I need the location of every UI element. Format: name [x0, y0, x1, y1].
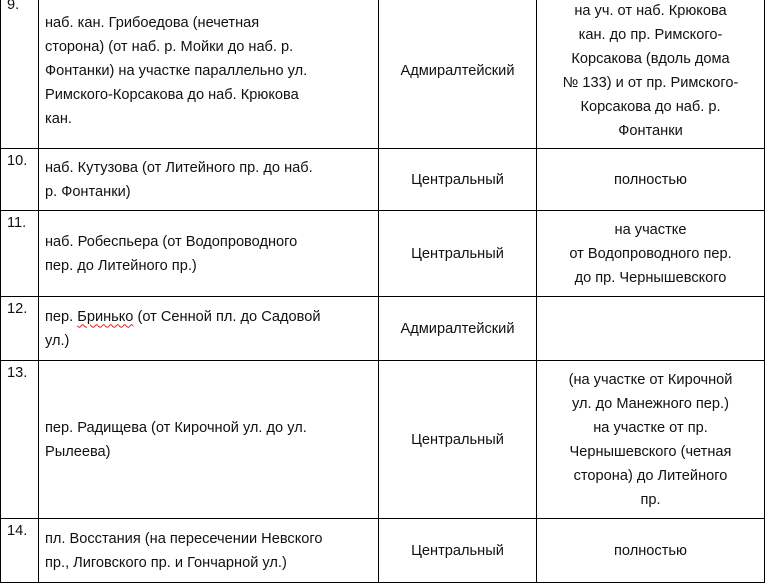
street-line: Фонтанки) на участке параллельно ул. — [45, 62, 308, 79]
section-line: полностью — [614, 542, 687, 559]
section-cell — [537, 519, 765, 583]
street-line: пер. Радищева (от Кирочной ул. до ул. — [45, 419, 307, 436]
row-number: 13. — [1, 361, 39, 519]
street-cell — [39, 519, 379, 583]
section-cell — [537, 0, 765, 149]
street-suffix: (от Сенной пл. до Садовой — [133, 308, 321, 325]
row-number: 10. — [1, 149, 39, 211]
table-row — [1, 149, 765, 211]
section-line: полностью — [614, 171, 687, 188]
section-line: кан. до пр. Римского- — [578, 26, 723, 43]
street-line: наб. кан. Грибоедова (нечетная — [45, 14, 260, 31]
section-line: на участке — [614, 221, 687, 238]
section-line: на уч. от наб. Крюкова — [574, 2, 727, 19]
street-line: пл. Восстания (на пересечении Невского — [45, 530, 323, 547]
section-line: Фонтанки — [618, 122, 683, 139]
street-line: наб. Робеспьера (от Водопроводного — [45, 233, 298, 250]
section-line: (на участке от Кирочной — [568, 371, 733, 388]
street-cell — [39, 0, 379, 149]
street-line: пр., Лиговского пр. и Гончарной ул.) — [45, 554, 287, 571]
street-cell — [39, 149, 379, 211]
section-line: Корсакова (вдоль дома — [571, 50, 730, 67]
street-cell — [39, 211, 379, 297]
district-cell: Центральный — [379, 361, 537, 519]
spelling-flagged-word: Бринько — [77, 308, 134, 325]
section-line: № 133) и от пр. Римского- — [562, 74, 739, 91]
street-line: Римского-Корсакова до наб. Крюкова — [45, 86, 299, 103]
district-cell: Адмиралтейский — [379, 0, 537, 149]
district-cell: Центральный — [379, 211, 537, 297]
street-line: пер. до Литейного пр.) — [45, 257, 197, 274]
section-line: ул. до Манежного пер.) — [572, 395, 729, 412]
street-line: кан. — [45, 110, 72, 127]
section-line: Чернышевского (четная — [569, 443, 732, 460]
row-number: 12. — [1, 297, 39, 361]
street-line: ул.) — [45, 332, 70, 349]
street-line: р. Фонтанки) — [45, 183, 131, 200]
street-line: Рылеева) — [45, 443, 111, 460]
street-line: сторона) (от наб. р. Мойки до наб. р. — [45, 38, 294, 55]
section-cell — [537, 149, 765, 211]
section-line: Корсакова до наб. р. — [580, 98, 721, 115]
row-number: 9. — [1, 0, 39, 149]
street-cell — [39, 361, 379, 519]
street-line: наб. Кутузова (от Литейного пр. до наб. — [45, 159, 313, 176]
section-cell — [537, 211, 765, 297]
table-row — [1, 211, 765, 297]
section-line: сторона) до Литейного — [573, 467, 728, 484]
street-line — [45, 305, 372, 329]
table-row — [1, 297, 765, 361]
row-number: 11. — [1, 211, 39, 297]
district-cell: Адмиралтейский — [379, 297, 537, 361]
section-line: пр. — [640, 491, 661, 508]
street-cell — [39, 297, 379, 361]
section-cell — [537, 361, 765, 519]
section-line: от Водопроводного пер. — [569, 245, 732, 262]
table-row — [1, 519, 765, 583]
district-cell: Центральный — [379, 519, 537, 583]
street-prefix: пер. — [45, 308, 78, 325]
table-row — [1, 0, 765, 149]
table-row — [1, 361, 765, 519]
section-cell — [537, 297, 765, 361]
section-line: на участке от пр. — [593, 419, 708, 436]
district-cell: Центральный — [379, 149, 537, 211]
section-line: до пр. Чернышевского — [574, 269, 727, 286]
row-number: 14. — [1, 519, 39, 583]
